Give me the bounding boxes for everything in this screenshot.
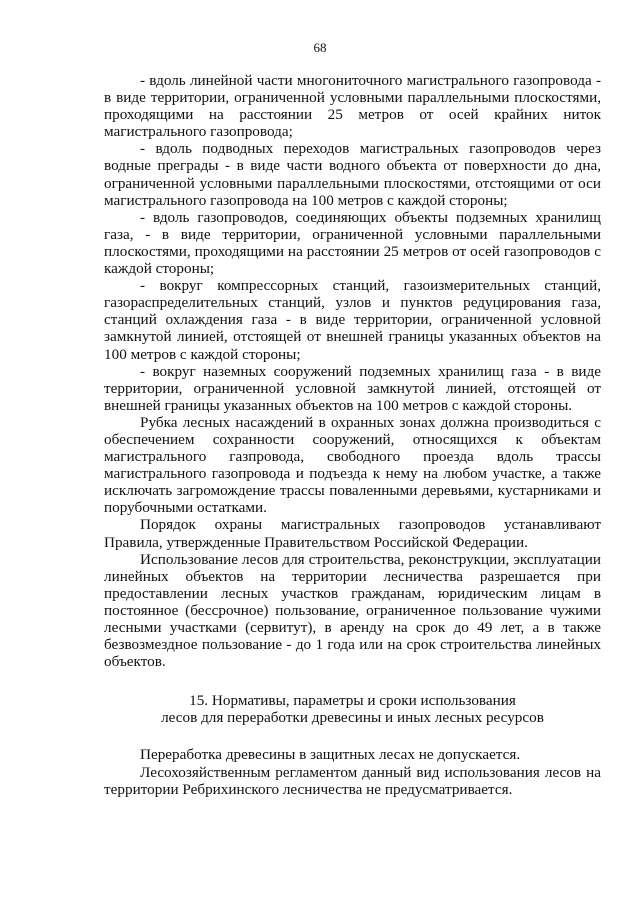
paragraph: - вдоль газопроводов, соединяющих объекты подземных хранилищ газа, - в виде территории, ограниченной условными параллельными плоскостями, проходящими на расстоянии 25 метров от осей газопроводов с каждой стороны; <box>104 208 601 278</box>
section-heading <box>104 692 601 726</box>
section-heading-line-2: лесов для переработки древесины и иных лесных ресурсов <box>161 709 544 727</box>
paragraph: Лесохозяйственным регламентом данный вид использования лесов на территории Ребрихинского лесничества не предусматривается. <box>104 763 601 798</box>
paragraph: - вокруг компрессорных станций, газоизмерительных станций, газораспределительных станций, узлов и пунктов редуцирования газа, станций охлаждения газа - в виде территории, ограниченной условной замкнутой линией, отстоящей от внешней границы указанных объектов на 100 метров с каждой стороны; <box>104 277 601 363</box>
paragraph: - вдоль линейной части многониточного магистрального газопровода - в виде территории, ограниченной условными параллельными плоскостями, проходящими на расстоянии 25 метров от осей крайних ниток магистрального газопровода; <box>104 72 601 141</box>
paragraph: Рубка лесных насаждений в охранных зонах должна производиться с обеспечением сохранности сооружений, относящихся к объектам магистрального газпровода, свободного проезда вдоль трассы магистрального газопровода и подъезда к нему на любом участке, а также исключать загромождение трассы поваленными деревьями, кустарниками и порубочными остатками. <box>104 413 601 517</box>
document-body <box>104 72 601 798</box>
page-number: 68 <box>313 40 327 55</box>
paragraph: Использование лесов для строительства, реконструкции, эксплуатации линейных объектов на территории лесничества разрешается при предоставлении лесных участков гражданам, юридическим лицам в постоянное (бессрочное) пользование, ограниченное пользование чужими лесными участками (сервитут), в аренду на срок до 49 лет, а в также безвозмездное пользование - до 1 года или на срок строительства линейных объектов. <box>104 550 601 671</box>
section-heading-line-1: 15. Нормативы, параметры и сроки использования <box>189 692 516 710</box>
paragraph: - вокруг наземных сооружений подземных хранилищ газа - в виде территории, ограниченной условной замкнутой линией, отстоящей от внешней границы указанных объектов на 100 метров с каждой стороны. <box>104 362 601 414</box>
paragraph: Переработка древесины в защитных лесах не допускается. <box>140 746 521 764</box>
paragraph: - вдоль подводных переходов магистральных газопроводов через водные преграды - в виде части водного объекта от поверхности до дна, ограниченной условными параллельными плоскостями, отстоящими от оси магистрального газопровода на 100 метров с каждой стороны; <box>104 140 601 209</box>
paragraph: Порядок охраны магистральных газопроводов устанавливают Правила, утвержденные Правительством Российской Федерации. <box>104 516 601 551</box>
